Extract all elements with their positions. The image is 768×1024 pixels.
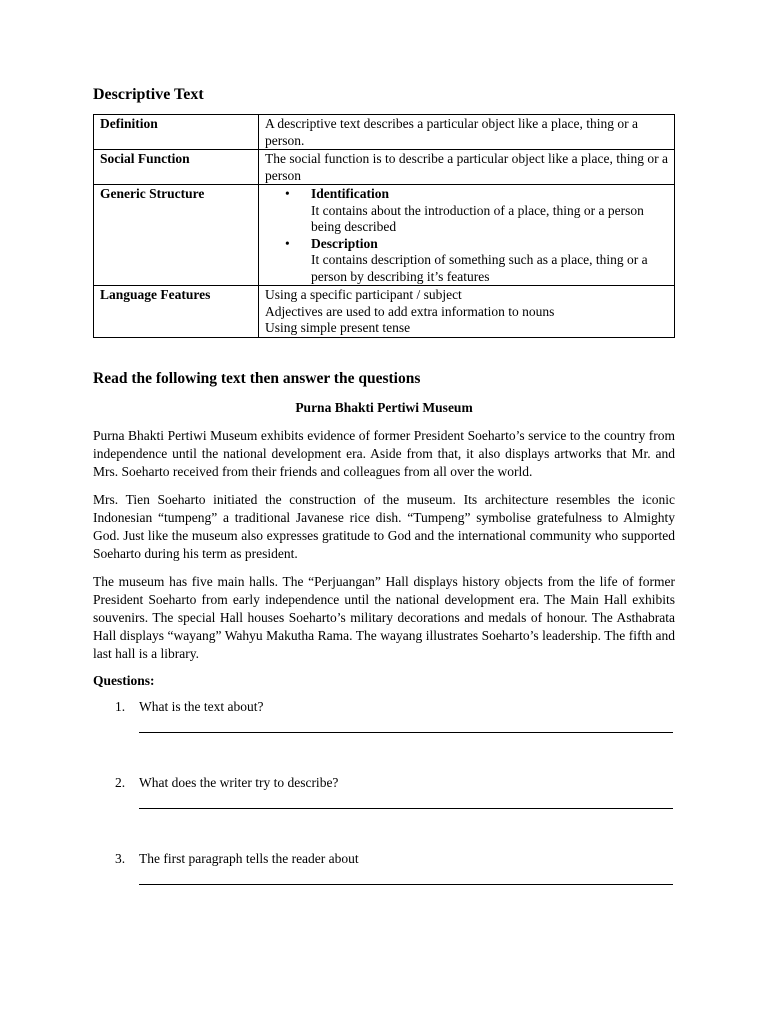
questions-list [93,699,675,927]
descriptive-text-table [93,114,675,338]
reading-heading: Read the following text then answer the questions [93,369,421,387]
bullet-icon: • [285,186,290,201]
row-label: Generic Structure [94,185,259,286]
feature-line: Using a specific participant / subject [265,287,462,302]
table-row-language-features [94,286,675,338]
reading-paragraph: Purna Bhakti Pertiwi Museum exhibits evidence of former President Soeharto’s service to the country from independence until the national development era. Aside from that, it also displays artworks that Mr. and Mrs. Soeharto received from their friends and colleagues from all over the world. [93,427,675,479]
row-label: Social Function [94,150,259,185]
answer-line[interactable] [139,808,673,809]
answer-line[interactable] [139,732,673,733]
page-title: Descriptive Text [93,86,204,103]
document-page [93,86,675,927]
question-item [93,699,675,775]
question-number: 1. [115,698,126,714]
question-text: What does the writer try to describe? [139,774,339,790]
structure-description: It contains about the introduction of a place, thing or a person being described [311,202,644,234]
structure-term: Identification [311,186,390,201]
row-label: Language Features [94,286,259,338]
reading-paragraph: The museum has five main halls. The “Perjuangan” Hall displays history objects from the life of former President Soeharto from early independence until the national development era. The Main Hall exhibits souvenirs. The special Hall houses Soeharto’s military decorations and medals of honour. The Asthabrata Hall displays “wayang” Wahyu Makutha Rama. The wayang illustrates Soeharto’s leadership. The fifth and last hall is a library. [93,573,675,661]
structure-item [265,186,668,236]
table-row-generic-structure [94,185,675,286]
row-content: The social function is to describe a particular object like a place, thing or a person [259,150,675,185]
answer-line[interactable] [139,884,673,885]
bullet-icon: • [285,235,290,251]
structure-term: Description [311,235,378,251]
question-number: 2. [115,774,126,790]
question-item [93,851,675,927]
row-content [259,185,675,286]
structure-item [265,236,668,286]
reading-paragraph: Mrs. Tien Soeharto initiated the construction of the museum. Its architecture resembles the iconic Indonesian “tumpeng” a traditional Javanese rice dish. “Tumpeng” symbolise gratefulness to Almighty God. Just like the museum also expresses gratitude to God and the international community who supported Soeharto during his term as president. [93,491,675,561]
row-label: Definition [94,115,259,150]
row-content: A descriptive text describes a particular object like a place, thing or a person. [259,115,675,150]
question-text: The first paragraph tells the reader about [139,850,359,866]
structure-list [265,186,668,285]
question-number: 3. [115,850,126,866]
question-item [93,775,675,851]
row-content [259,286,675,338]
feature-line: Adjectives are used to add extra information to nouns [265,303,555,319]
structure-description: It contains description of something such as a place, thing or a person by describing it’s features [311,252,648,284]
feature-line: Using simple present tense [265,320,411,335]
question-text: What is the text about? [139,698,264,714]
table-row-social-function [94,150,675,185]
reading-text-title: Purna Bhakti Pertiwi Museum [295,399,473,415]
table-row-definition [94,115,675,150]
questions-heading: Questions: [93,672,155,688]
